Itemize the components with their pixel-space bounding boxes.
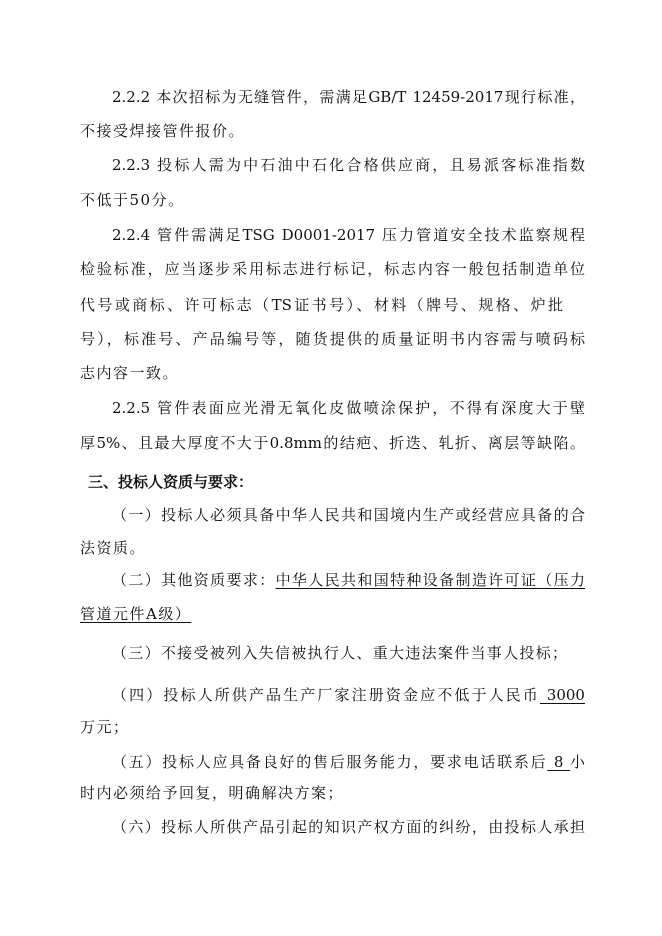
text-line: 万元； bbox=[80, 718, 130, 736]
text-line: 厚5%、且最大厚度不大于0.8mm的结疤、折迭、轧折、离层等缺陷。 bbox=[80, 434, 585, 452]
underlined-field: 8 bbox=[547, 753, 570, 771]
text-line: 2.2.3 投标人需为中石油中石化合格供应商，且易派客标准指数 bbox=[112, 156, 585, 174]
text-line: 法资质。 bbox=[80, 539, 147, 557]
text-line bbox=[112, 752, 585, 772]
text-line: 代号或商标、许可标志（TS证书号）、材料（牌号、规格、炉批 bbox=[80, 296, 563, 314]
text-segment: （四）投标人所供产品生产厂家注册资金应不低于人民币 bbox=[112, 686, 540, 704]
text-segment: （二）其他资质要求： bbox=[112, 571, 276, 589]
section-heading: 三、投标人资质与要求： bbox=[88, 473, 254, 491]
underlined-field: 中华人民共和国特种设备制造许可证（压力 bbox=[275, 571, 585, 589]
text-line bbox=[80, 604, 585, 624]
text-line: 志内容一致。 bbox=[80, 364, 180, 382]
text-line: （六）投标人所供产品引起的知识产权方面的纠纷，由投标人承担 bbox=[112, 818, 585, 836]
underlined-field: 3000 bbox=[539, 686, 585, 704]
text-line: （一）投标人必须具备中华人民共和国境内生产或经营应具备的合 bbox=[112, 506, 585, 524]
text-line: 不接受焊接管件报价。 bbox=[80, 122, 246, 140]
text-line: 2.2.4 管件需满足TSG D0001-2017 压力管道安全技术监察规程 bbox=[112, 226, 585, 244]
text-line: 检验标准，应当逐步采用标志进行标记，标志内容一般包括制造单位 bbox=[80, 260, 585, 278]
text-line: 2.2.5 管件表面应光滑无氧化皮做喷涂保护，不得有深度大于壁 bbox=[112, 399, 585, 417]
text-line: （三）不接受被列入失信被执行人、重大违法案件当事人投标； bbox=[112, 644, 567, 662]
text-line: 时内必须给予回复，明确解决方案； bbox=[80, 784, 345, 802]
text-segment: 小 bbox=[569, 753, 585, 771]
text-line bbox=[112, 685, 585, 705]
text-segment: （五）投标人应具备良好的售后服务能力，要求电话联系后 bbox=[112, 753, 548, 771]
text-line: 不低于50分。 bbox=[80, 191, 185, 209]
underlined-field: 管道元件A级） bbox=[80, 605, 192, 623]
text-line: 号），标准号、产品编号等，随货提供的质量证明书内容需与喷码标 bbox=[80, 330, 585, 348]
text-line: 2.2.2 本次招标为无缝管件，需满足GB/T 12459-2017现行标准， bbox=[112, 88, 585, 106]
text-line bbox=[112, 570, 585, 590]
